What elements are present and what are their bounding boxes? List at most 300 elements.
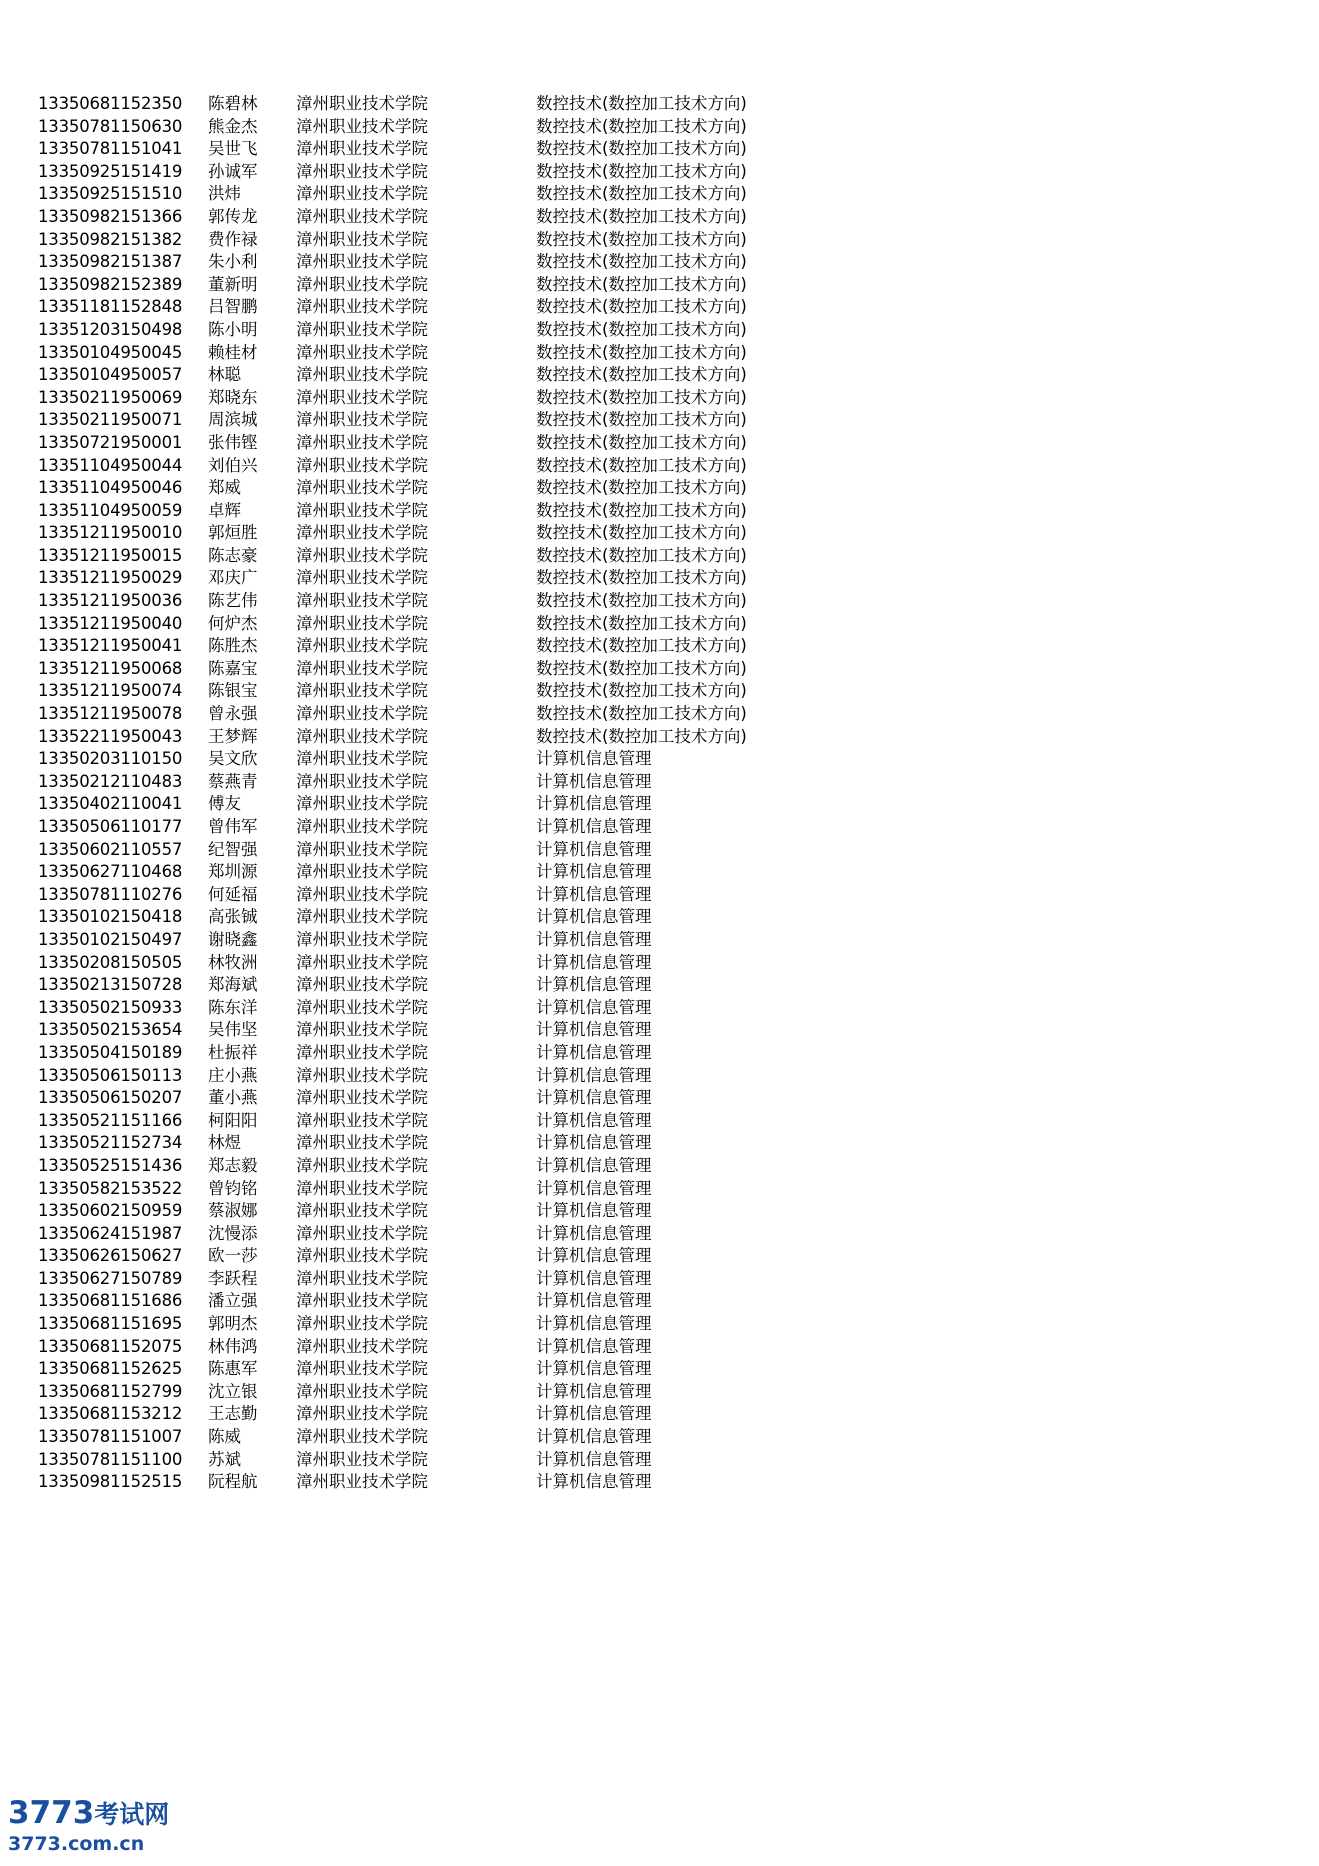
table-cell-name: 孙诚军 [208, 161, 258, 181]
table-cell-name: 陈威 [208, 1427, 241, 1447]
table-cell-name: 曾钧铭 [208, 1178, 258, 1198]
table-row [38, 977, 866, 1000]
table-cell-id: 13351211950040 [38, 613, 183, 633]
table-cell-id: 13350504150189 [38, 1042, 183, 1062]
table-cell-major: 计算机信息管理 [536, 952, 652, 972]
table-cell-name: 曾永强 [208, 704, 258, 724]
table-row [38, 1226, 866, 1249]
table-cell-major: 计算机信息管理 [536, 1042, 652, 1062]
table-cell-school: 漳州职业技术学院 [296, 749, 428, 769]
table-cell-id: 13350525151436 [38, 1155, 183, 1175]
table-cell-name: 朱小利 [208, 252, 258, 272]
table-cell-id: 13351104950059 [38, 500, 183, 520]
table-cell-major: 计算机信息管理 [536, 771, 652, 791]
table-cell-name: 陈东洋 [208, 997, 258, 1017]
table-cell-major: 数控技术(数控加工技术方向) [536, 342, 747, 362]
table-cell-name: 陈银宝 [208, 681, 258, 701]
table-cell-school: 漳州职业技术学院 [296, 1042, 428, 1062]
table-cell-name: 何延福 [208, 884, 258, 904]
table-cell-name: 蔡淑娜 [208, 1201, 258, 1221]
table-cell-id: 13350506110177 [38, 817, 183, 836]
table-cell-major: 计算机信息管理 [536, 1088, 652, 1108]
table-cell-school: 漳州职业技术学院 [296, 591, 428, 611]
table-cell-name: 王志勤 [208, 1404, 258, 1424]
table-row [38, 570, 866, 593]
table-cell-major: 数控技术(数控加工技术方向) [536, 432, 747, 452]
table-cell-name: 刘伯兴 [208, 455, 258, 475]
table-cell-school: 漳州职业技术学院 [296, 1201, 428, 1221]
table-row [38, 1068, 866, 1091]
table-cell-school: 漳州职业技术学院 [296, 681, 428, 701]
table-cell-school: 漳州职业技术学院 [296, 500, 428, 520]
table-cell-school: 漳州职业技术学院 [296, 478, 428, 498]
table-cell-major: 数控技术(数控加工技术方向) [536, 252, 747, 272]
table-row [38, 322, 866, 345]
table-cell-id: 13351211950041 [38, 636, 183, 656]
table-row [38, 1181, 866, 1204]
table-cell-id: 13350602110557 [38, 839, 183, 859]
table-cell-name: 陈惠军 [208, 1359, 258, 1379]
table-cell-school: 漳州职业技术学院 [296, 297, 428, 317]
table-cell-id: 13350602150959 [38, 1201, 183, 1221]
table-cell-id: 13350211950069 [38, 387, 183, 407]
table-cell-id: 13350781110276 [38, 884, 183, 904]
table-cell-school: 漳州职业技术学院 [296, 975, 428, 995]
table-cell-major: 计算机信息管理 [536, 884, 652, 904]
table-cell-name: 吴文欣 [208, 749, 258, 769]
table-row [38, 616, 866, 639]
table-row [38, 1293, 866, 1316]
table-cell-name: 郑海斌 [208, 975, 258, 995]
table-row [38, 1271, 866, 1294]
table-cell-major: 计算机信息管理 [536, 1291, 652, 1311]
table-row [38, 796, 866, 819]
table-cell-major: 计算机信息管理 [536, 817, 652, 836]
table-cell-major: 计算机信息管理 [536, 1472, 652, 1492]
table-cell-major: 计算机信息管理 [536, 1133, 652, 1153]
table-cell-major: 计算机信息管理 [536, 1223, 652, 1243]
table-cell-id: 13350102150418 [38, 907, 183, 927]
table-cell-name: 林煜 [208, 1133, 241, 1153]
table-cell-id: 13350102150497 [38, 929, 183, 949]
table-cell-name: 陈志豪 [208, 545, 258, 565]
table-cell-school: 漳州职业技术学院 [296, 1223, 428, 1243]
table-cell-school: 漳州职业技术学院 [296, 432, 428, 452]
table-cell-major: 计算机信息管理 [536, 794, 652, 814]
table-cell-major: 数控技术(数控加工技术方向) [536, 523, 747, 543]
table-cell-major: 数控技术(数控加工技术方向) [536, 636, 747, 656]
table-row [38, 751, 866, 774]
table-row [38, 706, 866, 729]
table-cell-school: 漳州职业技术学院 [296, 636, 428, 656]
table-cell-major: 数控技术(数控加工技术方向) [536, 726, 747, 746]
table-cell-name: 林聪 [208, 365, 241, 385]
table-cell-school: 漳州职业技术学院 [296, 1133, 428, 1153]
table-row [38, 119, 866, 142]
table-cell-name: 谢晓鑫 [208, 929, 258, 949]
table-cell-major: 数控技术(数控加工技术方向) [536, 206, 747, 226]
table-cell-school: 漳州职业技术学院 [296, 952, 428, 972]
table-cell-school: 漳州职业技术学院 [296, 184, 428, 204]
table-row [38, 186, 866, 209]
table-cell-name: 高张铖 [208, 907, 258, 927]
roster-table [38, 96, 866, 1497]
table-cell-school: 漳州职业技术学院 [296, 1246, 428, 1266]
table-cell-name: 苏斌 [208, 1449, 241, 1469]
table-cell-school: 漳州职业技术学院 [296, 1359, 428, 1379]
table-cell-major: 计算机信息管理 [536, 1110, 652, 1130]
table-cell-major: 数控技术(数控加工技术方向) [536, 704, 747, 724]
table-cell-major: 数控技术(数控加工技术方向) [536, 319, 747, 339]
table-row [38, 480, 866, 503]
table-row [38, 254, 866, 277]
table-row [38, 864, 866, 887]
table-cell-school: 漳州职业技术学院 [296, 319, 428, 339]
table-row [38, 548, 866, 571]
table-cell-major: 计算机信息管理 [536, 1065, 652, 1085]
table-cell-id: 13350521151166 [38, 1110, 183, 1130]
table-cell-id: 13350203110150 [38, 749, 183, 769]
table-cell-id: 13350781151007 [38, 1427, 183, 1447]
table-row [38, 1045, 866, 1068]
roster-table-body [38, 96, 866, 1497]
table-cell-name: 董小燕 [208, 1088, 258, 1108]
table-cell-school: 漳州职业技术学院 [296, 161, 428, 181]
table-cell-major: 数控技术(数控加工技术方向) [536, 658, 747, 678]
table-cell-major: 计算机信息管理 [536, 975, 652, 995]
table-cell-name: 邓庆广 [208, 568, 258, 588]
table-cell-major: 数控技术(数控加工技术方向) [536, 410, 747, 430]
table-cell-school: 漳州职业技术学院 [296, 455, 428, 475]
table-cell-name: 赖桂材 [208, 342, 258, 362]
table-cell-name: 杜振祥 [208, 1042, 258, 1062]
table-cell-major: 计算机信息管理 [536, 1201, 652, 1221]
table-cell-id: 13350506150113 [38, 1065, 183, 1085]
table-cell-name: 张伟铿 [208, 432, 258, 452]
table-cell-school: 漳州职业技术学院 [296, 884, 428, 904]
table-row [38, 345, 866, 368]
table-cell-name: 郭传龙 [208, 206, 258, 226]
table-cell-id: 13351104950044 [38, 455, 183, 475]
table-cell-major: 计算机信息管理 [536, 1020, 652, 1040]
table-cell-major: 计算机信息管理 [536, 1359, 652, 1379]
table-cell-major: 数控技术(数控加工技术方向) [536, 478, 747, 498]
watermark-suffix: 考试网 [94, 1800, 170, 1829]
table-row [38, 164, 866, 187]
table-cell-major: 数控技术(数控加工技术方向) [536, 365, 747, 385]
table-row [38, 1113, 866, 1136]
table-row [38, 955, 866, 978]
table-row [38, 819, 866, 842]
table-cell-name: 熊金杰 [208, 116, 258, 136]
table-cell-id: 13351211950036 [38, 591, 183, 611]
table-cell-name: 郭明杰 [208, 1314, 258, 1334]
table-cell-id: 13350627110468 [38, 862, 183, 882]
table-cell-id: 13350681153212 [38, 1404, 183, 1424]
table-row [38, 367, 866, 390]
table-cell-school: 漳州职业技术学院 [296, 1155, 428, 1175]
table-cell-name: 郑威 [208, 478, 241, 498]
table-cell-school: 漳州职业技术学院 [296, 523, 428, 543]
table-cell-major: 数控技术(数控加工技术方向) [536, 94, 747, 113]
table-row [38, 1248, 866, 1271]
table-row [38, 683, 866, 706]
table-cell-name: 卓辉 [208, 500, 241, 520]
table-cell-school: 漳州职业技术学院 [296, 94, 428, 113]
table-cell-major: 计算机信息管理 [536, 862, 652, 882]
table-cell-id: 13350982151366 [38, 206, 183, 226]
table-cell-major: 数控技术(数控加工技术方向) [536, 184, 747, 204]
table-cell-name: 潘立强 [208, 1291, 258, 1311]
table-cell-id: 13350681152625 [38, 1359, 183, 1379]
table-row [38, 909, 866, 932]
table-cell-school: 漳州职业技术学院 [296, 1472, 428, 1492]
table-cell-major: 数控技术(数控加工技术方向) [536, 297, 747, 317]
table-row [38, 1474, 866, 1497]
table-cell-id: 13350781150630 [38, 116, 183, 136]
table-cell-id: 13351211950078 [38, 704, 183, 724]
table-row [38, 1090, 866, 1113]
table-cell-name: 郭烜胜 [208, 523, 258, 543]
table-cell-major: 数控技术(数控加工技术方向) [536, 568, 747, 588]
table-cell-id: 13350104950057 [38, 365, 183, 385]
table-cell-major: 数控技术(数控加工技术方向) [536, 229, 747, 249]
table-cell-id: 13350208150505 [38, 952, 183, 972]
table-row [38, 412, 866, 435]
table-cell-school: 漳州职业技术学院 [296, 206, 428, 226]
table-cell-id: 13351181152848 [38, 297, 183, 317]
table-cell-name: 吴世飞 [208, 139, 258, 159]
table-cell-name: 郑圳源 [208, 862, 258, 882]
table-cell-school: 漳州职业技术学院 [296, 817, 428, 836]
table-cell-id: 13351211950010 [38, 523, 183, 543]
table-cell-id: 13351203150498 [38, 319, 183, 339]
table-cell-school: 漳州职业技术学院 [296, 274, 428, 294]
table-cell-id: 13350213150728 [38, 975, 183, 995]
roster-table-container [38, 96, 938, 1497]
table-row [38, 1339, 866, 1362]
table-cell-school: 漳州职业技术学院 [296, 342, 428, 362]
table-row [38, 503, 866, 526]
table-cell-name: 何炉杰 [208, 613, 258, 633]
table-row [38, 96, 866, 119]
table-cell-id: 13350925151510 [38, 184, 183, 204]
watermark-number: 3773 [8, 1795, 95, 1831]
table-cell-major: 计算机信息管理 [536, 1404, 652, 1424]
table-cell-school: 漳州职业技术学院 [296, 139, 428, 159]
table-row [38, 209, 866, 232]
table-cell-major: 计算机信息管理 [536, 1449, 652, 1469]
table-cell-name: 沈慢添 [208, 1223, 258, 1243]
table-cell-school: 漳州职业技术学院 [296, 771, 428, 791]
table-cell-school: 漳州职业技术学院 [296, 839, 428, 859]
table-cell-school: 漳州职业技术学院 [296, 1404, 428, 1424]
table-cell-id: 13351211950068 [38, 658, 183, 678]
table-row [38, 1135, 866, 1158]
table-cell-id: 13351211950029 [38, 568, 183, 588]
table-cell-major: 计算机信息管理 [536, 997, 652, 1017]
table-cell-id: 13350506150207 [38, 1088, 183, 1108]
table-cell-id: 13350781151041 [38, 139, 183, 159]
table-cell-id: 13350721950001 [38, 432, 183, 452]
table-cell-major: 数控技术(数控加工技术方向) [536, 274, 747, 294]
table-row [38, 774, 866, 797]
table-row [38, 842, 866, 865]
table-cell-school: 漳州职业技术学院 [296, 1314, 428, 1334]
site-watermark [8, 1796, 238, 1856]
table-cell-school: 漳州职业技术学院 [296, 726, 428, 746]
table-cell-school: 漳州职业技术学院 [296, 365, 428, 385]
table-row [38, 1429, 866, 1452]
table-cell-school: 漳州职业技术学院 [296, 1088, 428, 1108]
table-cell-school: 漳州职业技术学院 [296, 1427, 428, 1447]
table-cell-major: 数控技术(数控加工技术方向) [536, 591, 747, 611]
table-cell-major: 数控技术(数控加工技术方向) [536, 161, 747, 181]
table-cell-major: 数控技术(数控加工技术方向) [536, 387, 747, 407]
table-cell-id: 13350627150789 [38, 1268, 183, 1288]
table-row [38, 661, 866, 684]
table-cell-id: 13350624151987 [38, 1223, 183, 1243]
table-cell-id: 13350681152799 [38, 1381, 183, 1401]
table-cell-id: 13350981152515 [38, 1472, 183, 1492]
table-cell-name: 周滨城 [208, 410, 258, 430]
table-cell-school: 漳州职业技术学院 [296, 1110, 428, 1130]
table-row [38, 638, 866, 661]
table-cell-name: 林牧洲 [208, 952, 258, 972]
table-row [38, 232, 866, 255]
table-row [38, 1316, 866, 1339]
table-cell-name: 傅友 [208, 794, 241, 814]
table-cell-id: 13350982152389 [38, 274, 183, 294]
table-cell-name: 曾伟军 [208, 817, 258, 836]
table-cell-id: 13351211950074 [38, 681, 183, 701]
table-cell-id: 13350781151100 [38, 1449, 183, 1469]
table-cell-school: 漳州职业技术学院 [296, 545, 428, 565]
table-cell-school: 漳州职业技术学院 [296, 252, 428, 272]
table-cell-major: 数控技术(数控加工技术方向) [536, 545, 747, 565]
table-cell-school: 漳州职业技术学院 [296, 1291, 428, 1311]
table-cell-major: 数控技术(数控加工技术方向) [536, 681, 747, 701]
table-cell-major: 计算机信息管理 [536, 839, 652, 859]
table-cell-id: 13350104950045 [38, 342, 183, 362]
table-cell-school: 漳州职业技术学院 [296, 568, 428, 588]
table-cell-name: 陈碧林 [208, 94, 258, 113]
table-cell-id: 13352211950043 [38, 726, 183, 746]
table-cell-id: 13351104950046 [38, 478, 183, 498]
table-cell-major: 计算机信息管理 [536, 1178, 652, 1198]
table-cell-name: 郑志毅 [208, 1155, 258, 1175]
table-cell-school: 漳州职业技术学院 [296, 410, 428, 430]
table-cell-name: 洪炜 [208, 184, 241, 204]
table-cell-school: 漳州职业技术学院 [296, 1065, 428, 1085]
table-row [38, 1361, 866, 1384]
table-cell-id: 13350402110041 [38, 794, 183, 814]
table-cell-school: 漳州职业技术学院 [296, 704, 428, 724]
table-cell-school: 漳州职业技术学院 [296, 613, 428, 633]
table-cell-name: 沈立银 [208, 1381, 258, 1401]
table-cell-major: 数控技术(数控加工技术方向) [536, 455, 747, 475]
table-cell-school: 漳州职业技术学院 [296, 1449, 428, 1469]
table-cell-name: 欧一莎 [208, 1246, 258, 1266]
table-cell-id: 13351211950015 [38, 545, 183, 565]
table-row [38, 1000, 866, 1023]
table-cell-school: 漳州职业技术学院 [296, 1381, 428, 1401]
table-cell-name: 郑晓东 [208, 387, 258, 407]
table-row [38, 729, 866, 752]
table-row [38, 299, 866, 322]
table-cell-name: 庄小燕 [208, 1065, 258, 1085]
table-cell-major: 计算机信息管理 [536, 1427, 652, 1447]
table-cell-school: 漳州职业技术学院 [296, 929, 428, 949]
table-cell-major: 计算机信息管理 [536, 929, 652, 949]
table-cell-name: 李跃程 [208, 1268, 258, 1288]
table-cell-id: 13350925151419 [38, 161, 183, 181]
table-cell-id: 13350582153522 [38, 1178, 183, 1198]
watermark-url: 3773.com.cn [8, 1833, 145, 1855]
table-cell-school: 漳州职业技术学院 [296, 862, 428, 882]
watermark-brand [8, 1796, 238, 1832]
table-cell-name: 柯阳阳 [208, 1110, 258, 1130]
table-cell-id: 13350502153654 [38, 1020, 183, 1040]
table-cell-school: 漳州职业技术学院 [296, 997, 428, 1017]
table-cell-major: 计算机信息管理 [536, 907, 652, 927]
table-cell-school: 漳州职业技术学院 [296, 794, 428, 814]
table-row [38, 1452, 866, 1475]
table-row [38, 1384, 866, 1407]
table-cell-id: 13350982151387 [38, 252, 183, 272]
table-row [38, 141, 866, 164]
table-cell-name: 董新明 [208, 274, 258, 294]
table-row [38, 390, 866, 413]
table-cell-name: 陈嘉宝 [208, 658, 258, 678]
table-cell-id: 13350681151686 [38, 1291, 183, 1311]
table-cell-school: 漳州职业技术学院 [296, 1336, 428, 1356]
table-cell-name: 吕智鹏 [208, 297, 258, 317]
table-cell-name: 王梦辉 [208, 726, 258, 746]
table-cell-name: 费作禄 [208, 229, 258, 249]
table-cell-name: 吴伟坚 [208, 1020, 258, 1040]
table-cell-school: 漳州职业技术学院 [296, 229, 428, 249]
table-cell-id: 13350626150627 [38, 1246, 183, 1266]
table-cell-school: 漳州职业技术学院 [296, 1020, 428, 1040]
table-cell-school: 漳州职业技术学院 [296, 907, 428, 927]
table-row [38, 932, 866, 955]
table-cell-major: 计算机信息管理 [536, 1246, 652, 1266]
table-cell-id: 13350982151382 [38, 229, 183, 249]
table-cell-name: 陈胜杰 [208, 636, 258, 656]
table-row [38, 458, 866, 481]
table-row [38, 887, 866, 910]
table-cell-id: 13350502150933 [38, 997, 183, 1017]
table-cell-id: 13350211950071 [38, 410, 183, 430]
table-cell-id: 13350681152350 [38, 94, 183, 113]
table-cell-name: 蔡燕青 [208, 771, 258, 791]
table-cell-name: 陈小明 [208, 319, 258, 339]
table-row [38, 277, 866, 300]
table-cell-name: 陈艺伟 [208, 591, 258, 611]
table-row [38, 1406, 866, 1429]
table-cell-school: 漳州职业技术学院 [296, 1268, 428, 1288]
table-row [38, 435, 866, 458]
table-cell-id: 13350681151695 [38, 1314, 183, 1334]
table-cell-major: 数控技术(数控加工技术方向) [536, 139, 747, 159]
table-cell-id: 13350521152734 [38, 1133, 183, 1153]
table-cell-school: 漳州职业技术学院 [296, 387, 428, 407]
table-cell-school: 漳州职业技术学院 [296, 658, 428, 678]
table-cell-name: 林伟鸿 [208, 1336, 258, 1356]
table-cell-name: 纪智强 [208, 839, 258, 859]
table-cell-major: 计算机信息管理 [536, 1268, 652, 1288]
